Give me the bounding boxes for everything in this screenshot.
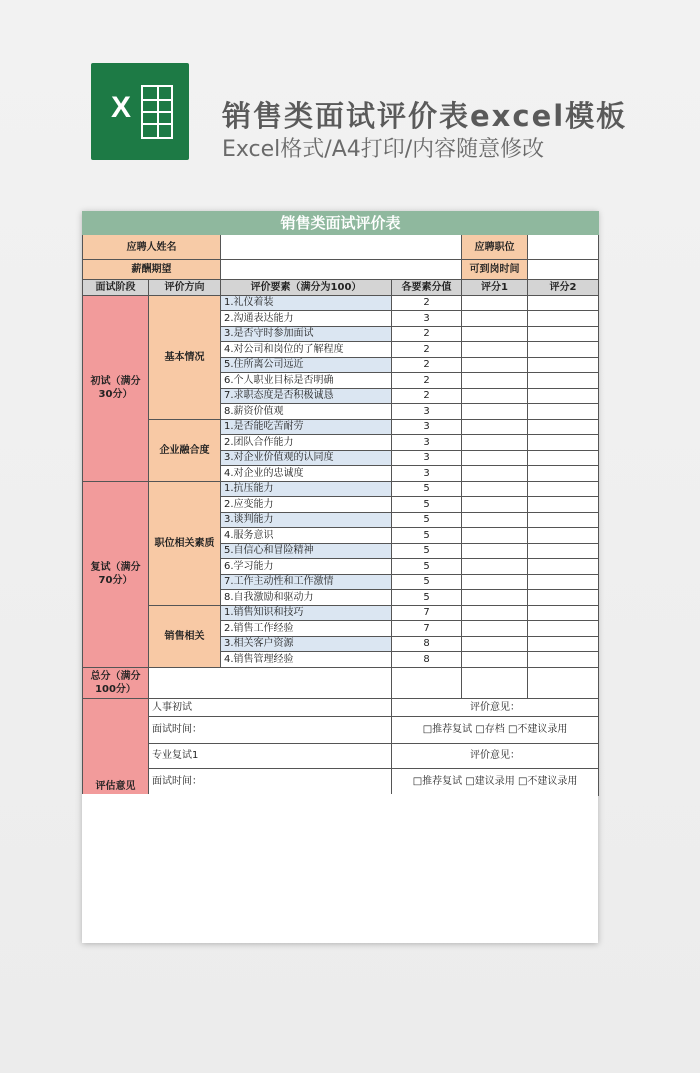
total-label: 总分（满分100分）: [83, 667, 149, 698]
header-score-value: 各要素分值: [392, 280, 462, 296]
score-value-cell: 5: [392, 497, 462, 513]
score-value-cell: 7: [392, 605, 462, 621]
element-cell: 8.自我激励和驱动力: [221, 590, 392, 606]
score-value-cell: 5: [392, 512, 462, 528]
score1-cell[interactable]: [462, 652, 528, 668]
score1-cell[interactable]: [462, 435, 528, 451]
pro-second-opinion: 评价意见：: [392, 743, 599, 768]
applicant-label: 应聘人姓名: [83, 235, 221, 260]
score-value-cell: 2: [392, 326, 462, 342]
score1-cell[interactable]: [462, 466, 528, 482]
score2-cell[interactable]: [528, 450, 599, 466]
direction-cell: 企业融合度: [149, 419, 221, 481]
score2-cell[interactable]: [528, 559, 599, 575]
banner-subtitle: Excel格式/A4打印/内容随意修改: [222, 137, 545, 162]
element-cell: 4.销售管理经验: [221, 652, 392, 668]
position-label: 应聘职位: [462, 235, 528, 260]
score1-cell[interactable]: [462, 559, 528, 575]
score-value-cell: 5: [392, 559, 462, 575]
header-stage: 面试阶段: [83, 280, 149, 296]
score-value-cell: 7: [392, 621, 462, 637]
score1-cell[interactable]: [462, 419, 528, 435]
score1-cell[interactable]: [462, 636, 528, 652]
element-cell: 2.应变能力: [221, 497, 392, 513]
score1-cell[interactable]: [462, 621, 528, 637]
score-value-cell: 8: [392, 652, 462, 668]
table-row: [83, 605, 599, 621]
score2-cell[interactable]: [528, 311, 599, 327]
score2-cell[interactable]: [528, 388, 599, 404]
salary-label: 薪酬期望: [83, 260, 221, 280]
score-value-cell: 2: [392, 295, 462, 311]
element-cell: 4.对公司和岗位的了解程度: [221, 342, 392, 358]
score-value-cell: 3: [392, 404, 462, 420]
sheet-title: 销售类面试评价表: [83, 212, 599, 235]
total-score2[interactable]: [528, 667, 599, 698]
score1-cell[interactable]: [462, 357, 528, 373]
total-value[interactable]: [392, 667, 462, 698]
pro-second-time: 面试时间：: [149, 768, 392, 795]
score2-cell[interactable]: [528, 419, 599, 435]
score-value-cell: 5: [392, 528, 462, 544]
element-cell: 3.是否守时参加面试: [221, 326, 392, 342]
element-cell: 6.个人职业目标是否明确: [221, 373, 392, 389]
element-cell: 4.服务意识: [221, 528, 392, 544]
score1-cell[interactable]: [462, 373, 528, 389]
score1-cell[interactable]: [462, 295, 528, 311]
score2-cell[interactable]: [528, 404, 599, 420]
score-value-cell: 2: [392, 388, 462, 404]
hr-first-label: 人事初试: [149, 698, 392, 716]
score2-cell[interactable]: [528, 605, 599, 621]
element-cell: 6.学习能力: [221, 559, 392, 575]
score2-cell[interactable]: [528, 481, 599, 497]
score-value-cell: 3: [392, 466, 462, 482]
eval-label: 评估意见: [83, 698, 149, 795]
element-cell: 1.抗压能力: [221, 481, 392, 497]
spreadsheet-preview: [82, 211, 598, 943]
element-cell: 3.相关客户资源: [221, 636, 392, 652]
stage-cell: 初试（满分30分）: [83, 295, 149, 481]
element-cell: 4.对企业的忠诚度: [221, 466, 392, 482]
element-cell: 1.销售知识和技巧: [221, 605, 392, 621]
element-cell: 2.团队合作能力: [221, 435, 392, 451]
element-cell: 7.工作主动性和工作激情: [221, 574, 392, 590]
element-cell: 1.是否能吃苦耐劳: [221, 419, 392, 435]
score1-cell[interactable]: [462, 512, 528, 528]
header-score2: 评分2: [528, 280, 599, 296]
score2-cell[interactable]: [528, 574, 599, 590]
total-score1[interactable]: [462, 667, 528, 698]
score-value-cell: 5: [392, 574, 462, 590]
total-blank: [149, 667, 392, 698]
start-value[interactable]: [528, 260, 599, 280]
score1-cell[interactable]: [462, 497, 528, 513]
score1-cell[interactable]: [462, 574, 528, 590]
score2-cell[interactable]: [528, 466, 599, 482]
score2-cell[interactable]: [528, 528, 599, 544]
table-row: [83, 295, 599, 311]
score-value-cell: 3: [392, 435, 462, 451]
score1-cell[interactable]: [462, 404, 528, 420]
item-rows: [83, 295, 599, 667]
hr-first-options[interactable]: □推荐复试 □存档 □不建议录用: [392, 716, 599, 743]
element-cell: 8.薪资价值观: [221, 404, 392, 420]
score2-cell[interactable]: [528, 652, 599, 668]
pro-second-label: 专业复试1: [149, 743, 392, 768]
pro-second-options[interactable]: □推荐复试 □建议录用 □不建议录用: [392, 768, 599, 795]
header-score1: 评分1: [462, 280, 528, 296]
score2-cell[interactable]: [528, 497, 599, 513]
score-value-cell: 5: [392, 543, 462, 559]
score-value-cell: 3: [392, 419, 462, 435]
score-value-cell: 5: [392, 481, 462, 497]
score1-cell[interactable]: [462, 326, 528, 342]
score-value-cell: 8: [392, 636, 462, 652]
score2-cell[interactable]: [528, 357, 599, 373]
score-value-cell: 3: [392, 450, 462, 466]
score-value-cell: 2: [392, 373, 462, 389]
direction-cell: 销售相关: [149, 605, 221, 667]
excel-grid-icon: [141, 85, 173, 139]
hr-first-opinion: 评价意见：: [392, 698, 599, 716]
score1-cell[interactable]: [462, 605, 528, 621]
banner-title: 销售类面试评价表excel模板: [222, 99, 628, 133]
score2-cell[interactable]: [528, 543, 599, 559]
element-cell: 3.对企业价值观的认同度: [221, 450, 392, 466]
stage-cell: 复试（满分70分）: [83, 481, 149, 667]
score2-cell[interactable]: [528, 512, 599, 528]
header-direction: 评价方向: [149, 280, 221, 296]
score-value-cell: 2: [392, 342, 462, 358]
score1-cell[interactable]: [462, 481, 528, 497]
table-row: [83, 481, 599, 497]
score2-cell[interactable]: [528, 326, 599, 342]
element-cell: 3.谈判能力: [221, 512, 392, 528]
table-row: [83, 419, 599, 435]
element-cell: 2.沟通表达能力: [221, 311, 392, 327]
score1-cell[interactable]: [462, 590, 528, 606]
score2-cell[interactable]: [528, 636, 599, 652]
score1-cell[interactable]: [462, 543, 528, 559]
hr-first-time: 面试时间：: [149, 716, 392, 743]
header-element: 评价要素（满分为100）: [221, 280, 392, 296]
score2-cell[interactable]: [528, 435, 599, 451]
element-cell: 7.求职态度是否积极诚恳: [221, 388, 392, 404]
score2-cell[interactable]: [528, 590, 599, 606]
score-value-cell: 2: [392, 357, 462, 373]
score1-cell[interactable]: [462, 311, 528, 327]
score1-cell[interactable]: [462, 450, 528, 466]
score-value-cell: 5: [392, 590, 462, 606]
score2-cell[interactable]: [528, 295, 599, 311]
score1-cell[interactable]: [462, 342, 528, 358]
excel-icon: [91, 63, 189, 160]
start-label: 可到岗时间: [462, 260, 528, 280]
direction-cell: 基本情况: [149, 295, 221, 419]
element-cell: 5.自信心和冒险精神: [221, 543, 392, 559]
score2-cell[interactable]: [528, 373, 599, 389]
element-cell: 1.礼仪着装: [221, 295, 392, 311]
salary-value[interactable]: [221, 260, 462, 280]
direction-cell: 职位相关素质: [149, 481, 221, 605]
excel-letter: X: [111, 91, 132, 124]
score2-cell[interactable]: [528, 342, 599, 358]
score-value-cell: 3: [392, 311, 462, 327]
score1-cell[interactable]: [462, 528, 528, 544]
position-value[interactable]: [528, 235, 599, 260]
element-cell: 2.销售工作经验: [221, 621, 392, 637]
element-cell: 5.住所离公司远近: [221, 357, 392, 373]
applicant-value[interactable]: [221, 235, 462, 260]
score2-cell[interactable]: [528, 621, 599, 637]
score1-cell[interactable]: [462, 388, 528, 404]
sheet-blank-area: [82, 794, 598, 943]
